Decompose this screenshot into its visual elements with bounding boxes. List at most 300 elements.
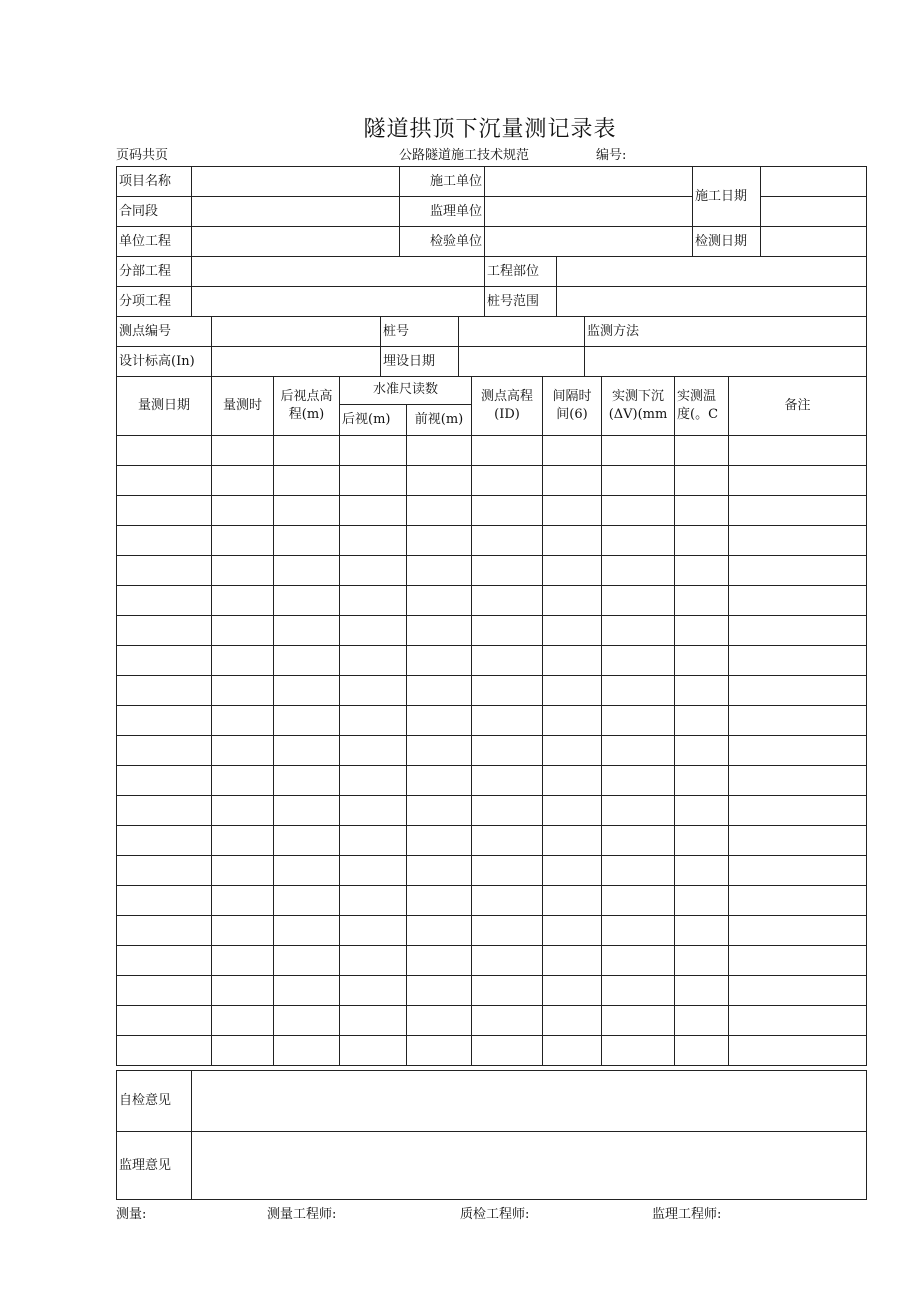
table-cell[interactable] — [675, 466, 729, 496]
table-row — [117, 616, 867, 646]
table-cell[interactable] — [729, 796, 867, 826]
number-label: 编号: — [596, 148, 627, 163]
label-burial-date: 埋设日期 — [381, 347, 459, 377]
table-cell[interactable] — [117, 676, 212, 706]
table-row — [117, 556, 867, 586]
spec-name: 公路隧道施工技术规范 — [399, 148, 530, 163]
table-cell[interactable] — [472, 586, 543, 616]
table-cell[interactable] — [117, 586, 212, 616]
table-cell[interactable] — [212, 916, 274, 946]
measurement-table — [116, 376, 867, 1066]
table-cell[interactable] — [602, 736, 675, 766]
field-item-project[interactable] — [192, 287, 485, 317]
table-cell[interactable] — [675, 526, 729, 556]
table-cell[interactable] — [117, 556, 212, 586]
table-cell[interactable] — [543, 676, 602, 706]
table-cell[interactable] — [472, 856, 543, 886]
table-cell[interactable] — [729, 466, 867, 496]
label-point-number: 测点编号 — [117, 317, 212, 347]
table-cell[interactable] — [675, 886, 729, 916]
table-cell[interactable] — [675, 856, 729, 886]
table-cell[interactable] — [340, 616, 407, 646]
table-cell[interactable] — [212, 736, 274, 766]
opinions-table — [116, 1070, 867, 1200]
field-station-range[interactable] — [557, 287, 867, 317]
table-cell[interactable] — [274, 466, 340, 496]
table-cell[interactable] — [675, 556, 729, 586]
table-cell[interactable] — [212, 826, 274, 856]
header-interval-line2: 间(6) — [556, 407, 588, 422]
table-row — [117, 796, 867, 826]
header-interval-line1: 间隔时 — [552, 389, 592, 404]
header-settlement-line1: 实测下沉 — [612, 389, 665, 404]
table-cell[interactable] — [274, 856, 340, 886]
table-cell[interactable] — [602, 586, 675, 616]
table-cell[interactable] — [274, 436, 340, 466]
table-cell[interactable] — [729, 766, 867, 796]
table-cell[interactable] — [407, 946, 472, 976]
label-contract-section: 合同段 — [117, 197, 192, 227]
table-cell[interactable] — [212, 856, 274, 886]
table-cell[interactable] — [602, 706, 675, 736]
table-cell[interactable] — [117, 796, 212, 826]
table-cell[interactable] — [543, 826, 602, 856]
table-cell[interactable] — [274, 1006, 340, 1036]
table-cell[interactable] — [543, 766, 602, 796]
table-cell[interactable] — [543, 796, 602, 826]
table-cell[interactable] — [675, 766, 729, 796]
label-self-check: 自检意见 — [117, 1071, 192, 1132]
label-unit-project: 单位工程 — [117, 227, 192, 257]
table-cell[interactable] — [340, 1036, 407, 1066]
table-cell[interactable] — [729, 706, 867, 736]
table-cell[interactable] — [117, 826, 212, 856]
table-cell[interactable] — [472, 796, 543, 826]
table-cell[interactable] — [212, 616, 274, 646]
table-cell[interactable] — [543, 646, 602, 676]
table-cell[interactable] — [340, 886, 407, 916]
label-inspection-date: 检测日期 — [693, 227, 761, 257]
label-project-name: 项目名称 — [117, 167, 192, 197]
table-row — [117, 526, 867, 556]
table-cell[interactable] — [543, 916, 602, 946]
table-row — [117, 466, 867, 496]
table-cell[interactable] — [729, 526, 867, 556]
label-division-project: 分部工程 — [117, 257, 192, 287]
table-cell[interactable] — [340, 586, 407, 616]
table-cell[interactable] — [543, 586, 602, 616]
table-cell[interactable] — [675, 616, 729, 646]
header-temperature — [675, 377, 729, 436]
table-cell[interactable] — [117, 436, 212, 466]
table-cell[interactable] — [212, 466, 274, 496]
table-cell[interactable] — [602, 886, 675, 916]
field-construction-date-1[interactable] — [761, 167, 867, 197]
table-cell[interactable] — [602, 766, 675, 796]
label-construction-unit: 施工单位 — [400, 167, 485, 197]
table-cell[interactable] — [602, 1036, 675, 1066]
field-design-elevation[interactable] — [212, 347, 381, 377]
table-cell[interactable] — [274, 796, 340, 826]
table-cell[interactable] — [340, 1006, 407, 1036]
label-supervision-opinion: 监理意见 — [117, 1132, 192, 1200]
table-cell[interactable] — [274, 916, 340, 946]
table-cell[interactable] — [472, 496, 543, 526]
table-cell[interactable] — [407, 706, 472, 736]
table-cell[interactable] — [472, 1006, 543, 1036]
table-cell[interactable] — [407, 676, 472, 706]
table-cell[interactable] — [212, 886, 274, 916]
header-settlement — [602, 377, 675, 436]
page-count: 页码共页 — [116, 148, 169, 163]
table-cell[interactable] — [274, 976, 340, 1006]
table-cell[interactable] — [472, 976, 543, 1006]
table-cell[interactable] — [117, 976, 212, 1006]
table-cell[interactable] — [274, 736, 340, 766]
table-row — [117, 676, 867, 706]
table-cell[interactable] — [117, 1006, 212, 1036]
table-cell[interactable] — [675, 916, 729, 946]
table-cell[interactable] — [472, 646, 543, 676]
table-cell[interactable] — [117, 1036, 212, 1066]
table-cell[interactable] — [543, 1036, 602, 1066]
table-cell[interactable] — [340, 676, 407, 706]
table-cell[interactable] — [340, 646, 407, 676]
table-cell[interactable] — [602, 676, 675, 706]
table-cell[interactable] — [117, 706, 212, 736]
table-cell[interactable] — [212, 976, 274, 1006]
table-cell[interactable] — [340, 736, 407, 766]
table-cell[interactable] — [729, 676, 867, 706]
table-cell[interactable] — [407, 856, 472, 886]
table-cell[interactable] — [729, 436, 867, 466]
table-cell[interactable] — [212, 496, 274, 526]
table-cell[interactable] — [543, 436, 602, 466]
table-cell[interactable] — [340, 916, 407, 946]
table-cell[interactable] — [602, 436, 675, 466]
table-cell[interactable] — [340, 706, 407, 736]
table-cell[interactable] — [675, 826, 729, 856]
table-cell[interactable] — [274, 1036, 340, 1066]
info-table-1 — [116, 166, 867, 257]
table-cell[interactable] — [407, 1006, 472, 1036]
table-row — [117, 496, 867, 526]
table-cell[interactable] — [274, 886, 340, 916]
table-cell[interactable] — [117, 496, 212, 526]
table-cell[interactable] — [212, 436, 274, 466]
table-cell[interactable] — [543, 706, 602, 736]
table-cell[interactable] — [543, 856, 602, 886]
table-cell[interactable] — [274, 676, 340, 706]
footer-supervision-engineer: 监理工程师: — [652, 1207, 722, 1222]
footer-measure: 测量: — [116, 1207, 147, 1222]
table-cell[interactable] — [340, 556, 407, 586]
table-cell[interactable] — [117, 886, 212, 916]
header-backsight-elevation-line1: 后视点高 — [280, 389, 333, 404]
table-cell[interactable] — [729, 616, 867, 646]
table-cell[interactable] — [472, 526, 543, 556]
table-cell[interactable] — [543, 1006, 602, 1036]
info-table-2 — [116, 256, 867, 317]
table-cell[interactable] — [117, 736, 212, 766]
table-cell[interactable] — [602, 1006, 675, 1036]
table-cell[interactable] — [675, 646, 729, 676]
table-cell[interactable] — [117, 766, 212, 796]
page-title: 隧道拱顶下沉量测记录表 — [363, 117, 617, 142]
table-cell[interactable] — [729, 496, 867, 526]
field-point-number[interactable] — [212, 317, 381, 347]
table-cell[interactable] — [340, 946, 407, 976]
table-cell[interactable] — [117, 856, 212, 886]
table-cell[interactable] — [407, 976, 472, 1006]
table-cell[interactable] — [407, 916, 472, 946]
label-monitoring-method: 监测方法 — [585, 317, 867, 347]
table-cell[interactable] — [340, 976, 407, 1006]
table-cell[interactable] — [675, 1006, 729, 1036]
table-cell[interactable] — [212, 766, 274, 796]
table-cell[interactable] — [407, 436, 472, 466]
table-cell[interactable] — [729, 646, 867, 676]
table-cell[interactable] — [729, 976, 867, 1006]
table-cell[interactable] — [274, 646, 340, 676]
table-row — [117, 856, 867, 886]
table-cell[interactable] — [602, 526, 675, 556]
table-cell[interactable] — [212, 646, 274, 676]
table-cell[interactable] — [675, 496, 729, 526]
table-cell[interactable] — [407, 736, 472, 766]
table-cell[interactable] — [407, 556, 472, 586]
table-cell[interactable] — [729, 556, 867, 586]
table-row — [117, 736, 867, 766]
label-item-project: 分项工程 — [117, 287, 192, 317]
field-inspection-unit[interactable] — [485, 227, 693, 257]
table-cell[interactable] — [675, 796, 729, 826]
field-inspection-date[interactable] — [761, 227, 867, 257]
label-station: 桩号 — [381, 317, 459, 347]
header-point-elevation-line2: (ID) — [494, 407, 520, 422]
table-cell[interactable] — [407, 766, 472, 796]
table-cell[interactable] — [602, 556, 675, 586]
header-time: 量测时 — [212, 377, 274, 436]
table-cell[interactable] — [675, 436, 729, 466]
table-cell[interactable] — [472, 916, 543, 946]
table-cell[interactable] — [543, 946, 602, 976]
table-cell[interactable] — [602, 646, 675, 676]
table-cell[interactable] — [274, 616, 340, 646]
field-self-check[interactable] — [192, 1071, 867, 1132]
table-cell[interactable] — [472, 676, 543, 706]
table-cell[interactable] — [543, 466, 602, 496]
table-cell[interactable] — [340, 796, 407, 826]
field-burial-date[interactable] — [459, 347, 585, 377]
table-cell[interactable] — [472, 886, 543, 916]
header-backsight-elevation — [274, 377, 340, 436]
table-cell[interactable] — [472, 556, 543, 586]
field-station[interactable] — [459, 317, 585, 347]
label-inspection-unit: 检验单位 — [400, 227, 485, 257]
header-backsight: 后视(m) — [340, 404, 407, 435]
table-cell[interactable] — [675, 736, 729, 766]
header-settlement-line2: (ΔV)(mm — [608, 407, 668, 422]
table-cell[interactable] — [729, 886, 867, 916]
table-row — [117, 886, 867, 916]
table-cell[interactable] — [340, 526, 407, 556]
table-cell[interactable] — [407, 466, 472, 496]
table-cell[interactable] — [602, 616, 675, 646]
table-row — [117, 976, 867, 1006]
header-point-elevation — [472, 377, 543, 436]
table-cell[interactable] — [543, 976, 602, 1006]
table-cell[interactable] — [340, 466, 407, 496]
field-supervision-opinion[interactable] — [192, 1132, 867, 1200]
table-cell[interactable] — [274, 826, 340, 856]
table-cell[interactable] — [472, 946, 543, 976]
table-cell[interactable] — [675, 946, 729, 976]
table-cell[interactable] — [472, 736, 543, 766]
table-cell[interactable] — [212, 526, 274, 556]
table-cell[interactable] — [543, 886, 602, 916]
table-cell[interactable] — [274, 496, 340, 526]
footer-qc-engineer: 质检工程师: — [460, 1207, 530, 1222]
table-cell[interactable] — [340, 856, 407, 886]
field-construction-date-2[interactable] — [761, 197, 867, 227]
table-cell[interactable] — [729, 1006, 867, 1036]
table-cell[interactable] — [543, 496, 602, 526]
table-cell[interactable] — [117, 916, 212, 946]
header-backsight-elevation-line2: 程(m) — [288, 407, 325, 422]
table-cell[interactable] — [117, 526, 212, 556]
table-cell[interactable] — [212, 706, 274, 736]
header-level-reading: 水准尺读数 — [340, 377, 472, 405]
table-cell[interactable] — [729, 946, 867, 976]
table-cell[interactable] — [729, 586, 867, 616]
table-cell[interactable] — [407, 1036, 472, 1066]
table-cell[interactable] — [675, 586, 729, 616]
table-cell[interactable] — [117, 646, 212, 676]
table-cell[interactable] — [472, 436, 543, 466]
table-cell[interactable] — [212, 556, 274, 586]
table-cell[interactable] — [602, 976, 675, 1006]
table-cell[interactable] — [729, 916, 867, 946]
table-cell[interactable] — [117, 466, 212, 496]
table-cell[interactable] — [340, 436, 407, 466]
table-cell[interactable] — [212, 796, 274, 826]
table-cell[interactable] — [729, 856, 867, 886]
header-temperature-line2: 度(。C — [677, 407, 719, 422]
label-design-elevation: 设计标高(In) — [117, 347, 212, 377]
table-cell[interactable] — [407, 616, 472, 646]
table-row — [117, 946, 867, 976]
table-cell[interactable] — [472, 766, 543, 796]
header-date: 量测日期 — [117, 377, 212, 436]
table-cell[interactable] — [407, 496, 472, 526]
table-cell[interactable] — [602, 946, 675, 976]
table-cell[interactable] — [274, 766, 340, 796]
table-cell[interactable] — [340, 766, 407, 796]
table-cell[interactable] — [472, 466, 543, 496]
table-row — [117, 1036, 867, 1066]
table-cell[interactable] — [274, 586, 340, 616]
table-cell[interactable] — [602, 826, 675, 856]
table-cell[interactable] — [472, 706, 543, 736]
table-row — [117, 706, 867, 736]
table-cell[interactable] — [407, 826, 472, 856]
table-cell[interactable] — [407, 586, 472, 616]
table-cell[interactable] — [675, 976, 729, 1006]
table-cell[interactable] — [340, 496, 407, 526]
table-cell[interactable] — [602, 916, 675, 946]
table-row — [117, 766, 867, 796]
info-table-3 — [116, 316, 867, 377]
table-cell[interactable] — [729, 736, 867, 766]
table-cell[interactable] — [543, 616, 602, 646]
label-supervision-unit: 监理单位 — [400, 197, 485, 227]
table-cell[interactable] — [729, 1036, 867, 1066]
table-cell[interactable] — [274, 706, 340, 736]
table-cell[interactable] — [675, 1036, 729, 1066]
field-project-location[interactable] — [557, 257, 867, 287]
table-cell[interactable] — [472, 1036, 543, 1066]
field-contract-section[interactable] — [192, 197, 400, 227]
field-unit-project[interactable] — [192, 227, 400, 257]
table-cell[interactable] — [729, 826, 867, 856]
table-cell[interactable] — [472, 826, 543, 856]
table-cell[interactable] — [212, 1006, 274, 1036]
table-cell[interactable] — [212, 586, 274, 616]
table-cell[interactable] — [602, 856, 675, 886]
table-cell[interactable] — [274, 556, 340, 586]
header-point-elevation-line1: 测点高程 — [481, 389, 534, 404]
table-cell[interactable] — [407, 526, 472, 556]
header-interval — [543, 377, 602, 436]
table-row — [117, 1006, 867, 1036]
field-division-project[interactable] — [192, 257, 485, 287]
table-cell[interactable] — [407, 646, 472, 676]
field-project-name[interactable] — [192, 167, 400, 197]
label-project-location: 工程部位 — [485, 257, 557, 287]
table-cell[interactable] — [543, 526, 602, 556]
table-cell[interactable] — [117, 616, 212, 646]
table-cell[interactable] — [274, 946, 340, 976]
table-cell[interactable] — [602, 796, 675, 826]
table-cell[interactable] — [212, 676, 274, 706]
table-cell[interactable] — [675, 676, 729, 706]
table-cell[interactable] — [212, 946, 274, 976]
table-cell[interactable] — [602, 496, 675, 526]
table-cell[interactable] — [472, 616, 543, 646]
table-cell[interactable] — [340, 826, 407, 856]
table-cell[interactable] — [274, 526, 340, 556]
table-cell[interactable] — [212, 1036, 274, 1066]
field-monitoring-method[interactable] — [585, 347, 867, 377]
table-row — [117, 646, 867, 676]
table-cell[interactable] — [407, 796, 472, 826]
table-cell[interactable] — [675, 706, 729, 736]
table-row — [117, 586, 867, 616]
table-cell[interactable] — [407, 886, 472, 916]
footer-survey-engineer: 测量工程师: — [267, 1207, 337, 1222]
table-row — [117, 826, 867, 856]
table-cell[interactable] — [543, 736, 602, 766]
table-cell[interactable] — [543, 556, 602, 586]
table-cell[interactable] — [602, 466, 675, 496]
header-remarks: 备注 — [729, 377, 867, 436]
field-construction-unit[interactable] — [485, 167, 693, 197]
field-supervision-unit[interactable] — [485, 197, 693, 227]
table-row — [117, 916, 867, 946]
table-cell[interactable] — [117, 946, 212, 976]
header-temperature-line1: 实测温 — [677, 389, 717, 404]
